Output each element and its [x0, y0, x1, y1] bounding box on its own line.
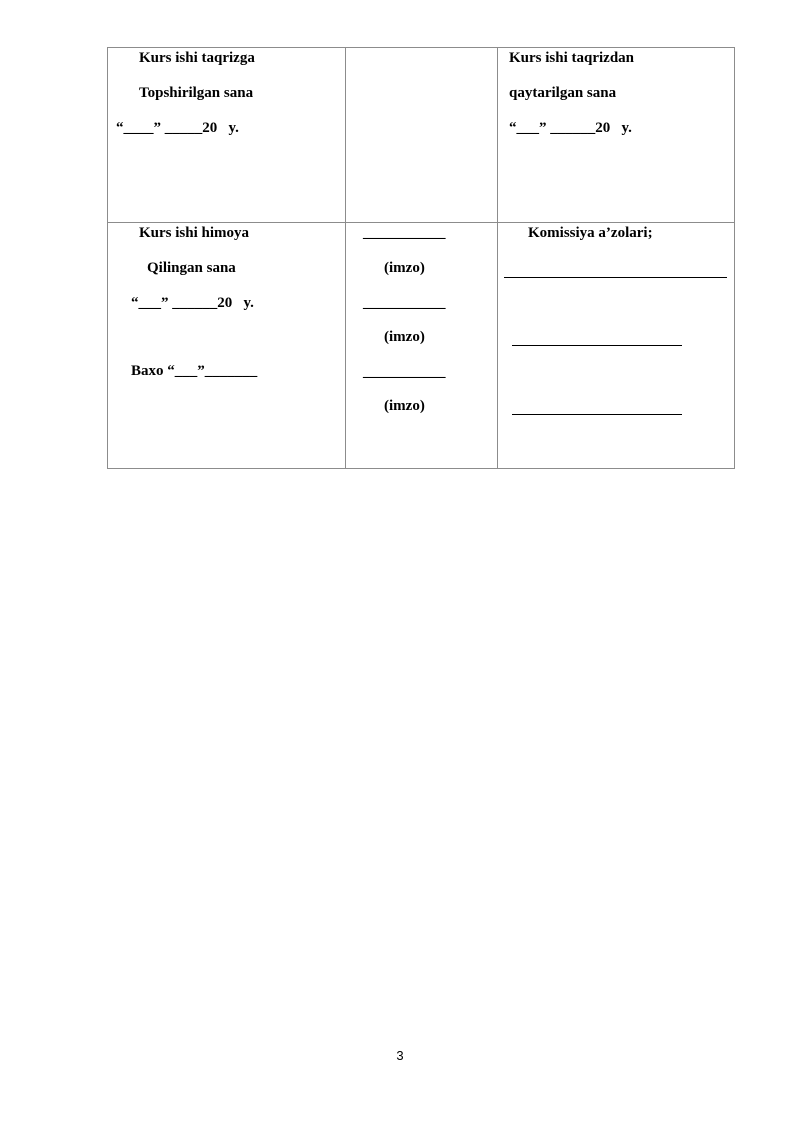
- submitted-for-review-label: Kurs ishi taqrizga: [139, 50, 255, 66]
- defense-label: Kurs ishi himoya: [139, 225, 250, 241]
- row-divider: [108, 222, 734, 223]
- defense-date-label: Qilingan sana: [147, 260, 236, 276]
- member-signature-line: [512, 414, 682, 415]
- signature-label: (imzo): [384, 329, 425, 345]
- member-signature-line: [504, 277, 727, 278]
- submitted-date-field: “____” _____20 y.: [116, 120, 239, 136]
- signature-line: ___________: [363, 364, 446, 380]
- returned-from-review-label: Kurs ishi taqrizdan: [509, 50, 635, 66]
- signature-line: ___________: [363, 225, 446, 241]
- column-divider: [345, 48, 346, 468]
- returned-date-label: qaytarilgan sana: [509, 85, 617, 101]
- signature-label: (imzo): [384, 260, 425, 276]
- member-signature-line: [512, 345, 682, 346]
- defense-date-field: “___” ______20 y.: [131, 295, 254, 311]
- commission-members-title: Komissiya a’zolari;: [528, 225, 653, 241]
- signature-label: (imzo): [384, 398, 425, 414]
- submitted-date-label: Topshirilgan sana: [139, 85, 254, 101]
- returned-date-field: “___” ______20 y.: [509, 120, 632, 136]
- column-divider: [497, 48, 498, 468]
- page-number: 3: [396, 1048, 404, 1063]
- signature-line: ___________: [363, 295, 446, 311]
- grade-field: Baxo “___”_______: [131, 363, 258, 379]
